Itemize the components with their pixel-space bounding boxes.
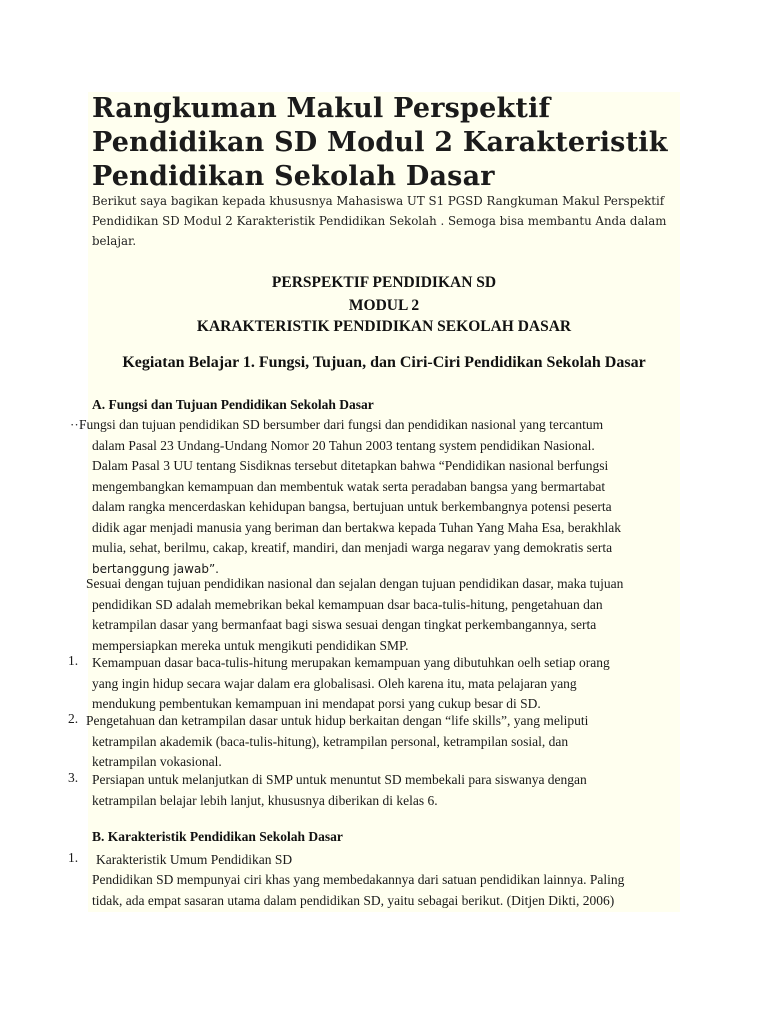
para3-line-1: Pendidikan SD mempunyai ciri khas yang membedakannya dari satuan pendidikan lainnya. Paling (92, 872, 625, 887)
kegiatan-belajar-heading: Kegiatan Belajar 1. Fungsi, Tujuan, dan Ciri-Ciri Pendidikan Sekolah Dasar (122, 354, 646, 371)
sub-b1-number: 1. (68, 850, 79, 865)
para1-line-2: dalam Pasal 23 Undang-Undang Nomor 20 Tahun 2003 tentang system pendidikan Nasional. (92, 437, 595, 453)
para-fungsi (92, 436, 680, 580)
para1-line-4: mengembangkan kemampuan dan membentuk watak serta peradaban bangsa yang bermartabat (92, 478, 606, 494)
para1-line-3: Dalam Pasal 3 UU tentang Sisdiknas tersebut ditetapkan bahwa “Pendidikan nasional berfungsi (92, 458, 609, 473)
para-tujuan (92, 595, 680, 657)
intro-line-2: Pendidikan SD Modul 2 Karakteristik Pendidikan Sekolah . Semoga bisa membantu Anda dalam (92, 214, 667, 228)
para-tujuan-line1 (86, 574, 680, 595)
title-line-3: Pendidikan Sekolah Dasar (92, 161, 495, 192)
intro-paragraph (92, 191, 682, 251)
para-fungsi-line1 (79, 415, 679, 436)
intro-line-3: belajar. (92, 234, 137, 248)
list2-line-3: ketrampilan vokasional. (92, 754, 222, 769)
sub-b1-label: Karakteristik Umum Pendidikan SD (96, 852, 293, 867)
para3-line-2: tidak, ada empat sasaran utama dalam pendidikan SD, yaitu sebagai berikut. (Ditjen Dikti, 2006) (92, 892, 615, 908)
para1-line-6: didik agar menjadi manusia yang beriman dan bertakwa kepada Tuhan Yang Maha Esa, berakhlak (92, 519, 621, 535)
list1-line-2: yang ingin hidup secara wajar dalam era globalisasi. Oleh karena itu, mata pelajaran yang (92, 675, 577, 691)
document-title (92, 92, 682, 194)
section-b-heading: B. Karakteristik Pendidikan Sekolah Dasar (92, 829, 343, 844)
para2-line-4: mempersiapkan mereka untuk mengikuti pendidikan SMP. (92, 637, 409, 653)
list2-line-2: ketrampilan akademik (baca-tulis-hitung), ketrampilan personal, ketrampilan sosial, dan (92, 733, 569, 749)
intro-line-1: Berikut saya bagikan kepada khususnya Mahasiswa UT S1 PGSD Rangkuman Makul Perspektif (92, 194, 665, 208)
heading-karakteristik: KARAKTERISTIK PENDIDIKAN SEKOLAH DASAR (196, 318, 572, 335)
para2-line-1: Sesuai dengan tujuan pendidikan nasional dan sejalan dengan tujuan pendidikan dasar, maka tujuan (86, 576, 624, 591)
bullet-mark: ·· (70, 417, 79, 432)
list1-line-3: mendukung pembentukan kemampuan ini mendapat porsi yang cukup besar di SD. (92, 696, 541, 711)
list3-line-2: ketrampilan belajar lebih lanjut, khususnya diberikan di kelas 6. (92, 792, 438, 808)
list-number-3: 3. (68, 770, 79, 785)
list-item-2-line1 (86, 711, 680, 732)
list-item-3 (92, 770, 680, 811)
para1-line-5: dalam rangka mencerdaskan kehidupan bangsa, bertujuan untuk berkembangnya potensi peserta (92, 499, 612, 514)
para-karakteristik-umum (92, 870, 680, 911)
heading-perspektif: PERSPEKTIF PENDIDIKAN SD (271, 274, 497, 291)
para2-line-3: ketrampilan dasar yang bermanfaat bagi siswa sesuai dengan tingkat perkembangannya, serta (92, 617, 597, 632)
list1-line-1: Kemampuan dasar baca-tulis-hitung merupakan kemampuan yang dibutuhkan oelh setiap orang (92, 655, 610, 670)
section-a-heading: A. Fungsi dan Tujuan Pendidikan Sekolah Dasar (92, 397, 374, 412)
list-item-2 (92, 732, 680, 773)
title-line-1: Rangkuman Makul Perspektif (92, 93, 551, 124)
heading-modul: MODUL 2 (348, 297, 420, 314)
para2-line-2: pendidikan SD adalah memebrikan bekal kemampuan dsar baca-tulis-hitung, pengetahuan dan (92, 596, 603, 612)
para1-line-7: mulia, sehat, berilmu, cakap, kreatif, mandiri, dan menjadi warga negarav yang demokratis serta (92, 540, 613, 555)
list-number-2: 2. (68, 711, 79, 726)
list-item-1 (92, 653, 680, 715)
list-number-1: 1. (68, 653, 79, 668)
list3-line-1: Persiapan untuk melanjutkan di SMP untuk menuntut SD membekali para siswanya dengan (92, 772, 587, 787)
title-line-2: Pendidikan SD Modul 2 Karakteristik (92, 127, 668, 158)
para1-line-8: bertanggung jawab”. (92, 561, 219, 576)
list2-line-1: Pengetahuan dan ketrampilan dasar untuk hidup berkaitan dengan “life skills”, yang meliputi (86, 713, 589, 728)
para1-line-1: Fungsi dan tujuan pendidikan SD bersumber dari fungsi dan pendidikan nasional yang tercantum (79, 417, 604, 432)
